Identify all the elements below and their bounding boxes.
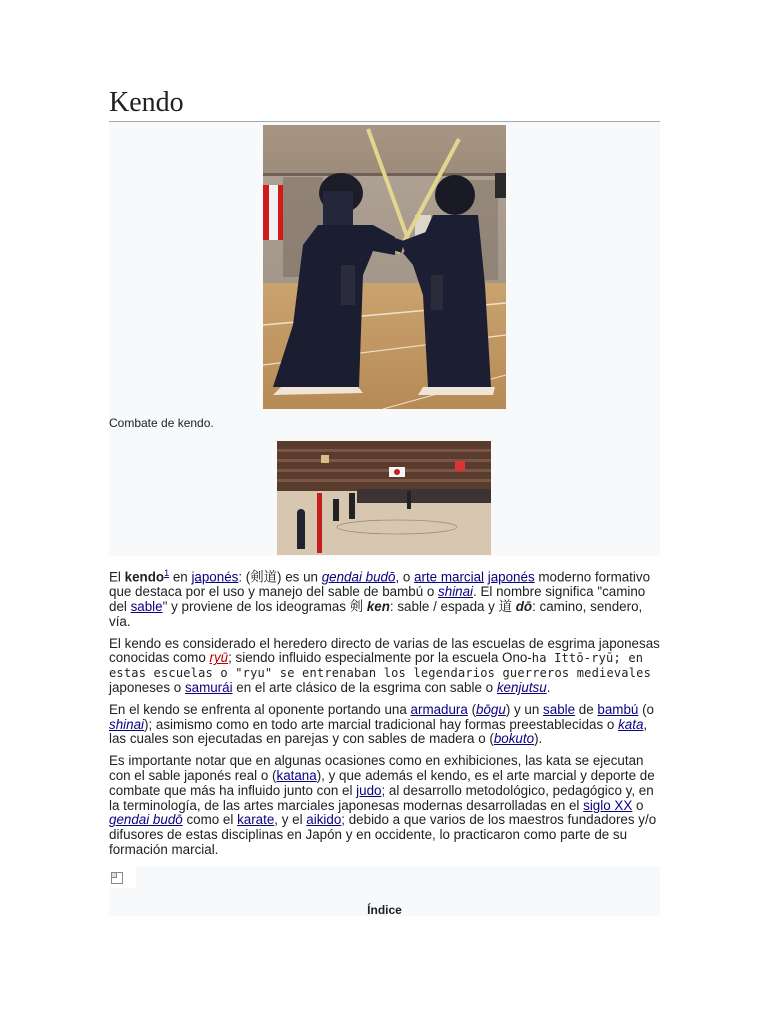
link-japones[interactable]: japonés [191, 569, 239, 585]
link-kata[interactable]: kata [618, 716, 644, 732]
text: , o [395, 569, 415, 585]
link-armadura[interactable]: armadura [410, 701, 468, 717]
link-bokuto[interactable]: bokuto [493, 731, 535, 747]
text: ; debido a que varios de los maestros fundadores y/o difusores de estas disciplinas en Japón y en occidente, lo practicaron como parte de su formación marcial. [109, 812, 657, 858]
paragraph-influence [109, 754, 660, 858]
text: : (剣道) es un [238, 569, 322, 585]
figure-caption: Combate de kendo. [109, 416, 214, 430]
kendo-combat-illustration [263, 125, 506, 409]
link-ryu[interactable]: ryū [209, 650, 229, 666]
link-karate[interactable]: karate [237, 812, 275, 828]
link-bogu[interactable]: bōgu [476, 701, 506, 717]
text: ; siendo influido especialmente por la escuela Ono- [228, 650, 532, 666]
reference-link[interactable]: 1 [164, 568, 170, 578]
link-sable-2[interactable]: sable [543, 701, 576, 717]
article-body [109, 566, 660, 858]
term-kendo: kendo [124, 569, 165, 585]
infobox-figures [109, 122, 660, 556]
text: ); asimismo como en todo arte marcial tradicional hay formas preestablecidas o [144, 716, 619, 732]
paragraph-intro [109, 566, 660, 630]
text: ( [467, 701, 477, 717]
link-aikido[interactable]: aikido [306, 812, 342, 828]
link-shinai-2[interactable]: shinai [109, 716, 144, 732]
link-shinai[interactable]: shinai [438, 584, 474, 600]
kendo-dojo-photo[interactable] [277, 441, 491, 555]
text: En el kendo se enfrenta al oponente portando una [109, 701, 411, 717]
text: en [169, 569, 192, 585]
text: de [575, 701, 598, 717]
text: ). [534, 731, 543, 747]
term-do: dō [515, 599, 533, 615]
text: (o [638, 701, 654, 717]
toc-title: Índice [367, 902, 402, 917]
term-ken: ken [366, 599, 390, 615]
link-sable[interactable]: sable [130, 599, 163, 615]
kendo-combat-photo[interactable] [263, 125, 506, 409]
kendo-dojo-illustration [277, 441, 491, 555]
article [109, 80, 660, 916]
link-gendai-budo[interactable]: gendai budō [321, 569, 396, 585]
text: El kendo es considerado el heredero directo de varias de las escuelas de esgrima japonesas conocidas como [109, 635, 660, 666]
text: : camino, sendero, vía. [109, 599, 643, 629]
table-of-contents [109, 866, 660, 916]
text: moderno formativo que destaca por el uso y manejo del sable de bambú o [109, 569, 651, 600]
link-gendai-budo-2[interactable]: gendai budō [109, 812, 183, 828]
text: en el arte clásico de la esgrima con sable o [232, 680, 497, 696]
link-bambu[interactable]: bambú [597, 701, 639, 717]
text: o [632, 797, 644, 813]
link-samurai[interactable]: samurái [184, 680, 233, 696]
link-siglo-xx[interactable]: siglo XX [583, 797, 633, 813]
text: El [109, 569, 125, 585]
link-judo[interactable]: judo [356, 782, 382, 798]
link-katana[interactable]: katana [276, 768, 317, 784]
paragraph-equipment [109, 703, 660, 747]
text: , y el [274, 812, 307, 828]
text: japoneses o [109, 680, 185, 696]
text: , las cuales son ejecutadas en parejas y con sables de madera o ( [109, 716, 648, 747]
text: ) y un [505, 701, 544, 717]
text: ; al desarrollo metodológico, pedagógico y, en la terminología, de las artes marciales japonesas modernas desarrolladas en el [109, 782, 654, 813]
text: como el [182, 812, 238, 828]
text: Es importante notar que en algunas ocasiones como en exhibiciones, las kata se ejecutan con el sable japonés real o ( [109, 753, 644, 784]
text: : sable / espada y 道 [389, 599, 516, 615]
text: . El nombre significa "camino del [109, 584, 646, 615]
paragraph-history [109, 637, 660, 696]
toc-toggle-checkbox[interactable] [111, 872, 123, 884]
link-arte-marcial[interactable]: arte marcial [414, 569, 484, 585]
text: ha Ittō-ryū; en estas escuelas o "ryu" se entrenaban los legendarios guerreros medievales [109, 651, 651, 681]
text: " y proviene de los ideogramas 剣 [162, 599, 367, 615]
link-japones-2[interactable]: japonés [487, 569, 535, 585]
text: . [546, 680, 551, 696]
text: ), y que además el kendo, es el arte marcial y deporte de combate que más ha influido junto con el [109, 768, 655, 798]
page-title: Kendo [109, 86, 660, 122]
link-kenjutsu[interactable]: kenjutsu [496, 680, 547, 696]
